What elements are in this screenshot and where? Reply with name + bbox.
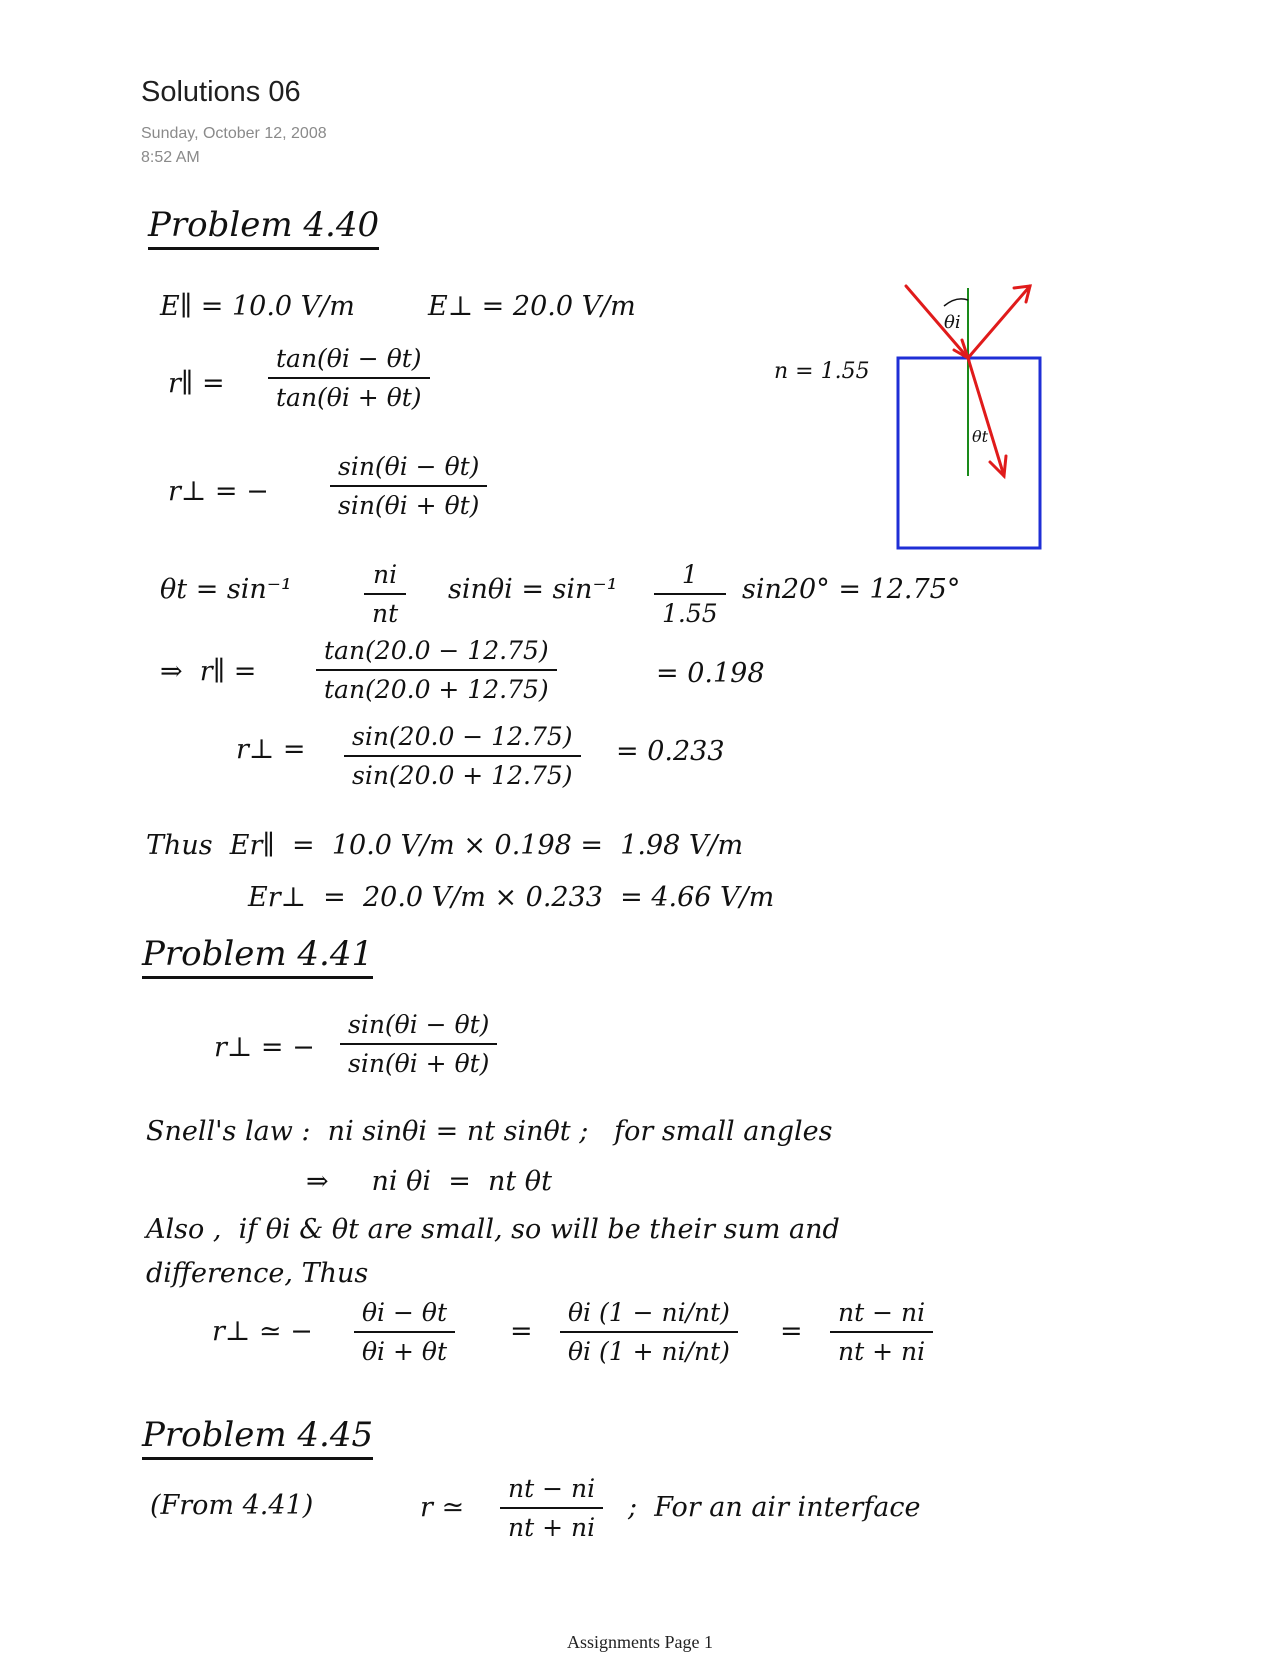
r-perp-denominator: sin(θi + θt) [330,485,487,520]
problem-440-heading: Problem 4.40 [148,208,379,250]
incident-angle-arc [944,299,968,306]
calc-par-result: = 0.198 [656,658,765,689]
r-par-lhs: r∥ = [168,368,225,399]
calc-perp-result: = 0.233 [616,736,725,767]
snell-law-line: Snell's law : ni sinθi = nt sinθt ; for small angles [146,1116,833,1147]
refraction-diagram [774,270,1060,560]
theta-t-index-ratio [654,560,726,628]
e-parallel-given: E∥ = 10.0 V/m [160,291,355,322]
approx-num-3: nt − ni [838,1298,926,1327]
page-footer: Assignments Page 1 [567,1632,713,1652]
theta-t-index-den: 1.55 [654,593,726,628]
air-interface-note: ; For an air interface [628,1492,921,1523]
r-par-denominator: tan(θi + θt) [268,377,430,412]
approx-fraction-3 [830,1298,933,1366]
calc-perp-lhs: r⊥ = [236,734,306,765]
approx-eq-2: = [780,1316,803,1347]
calc-par-numerator: tan(20.0 − 12.75) [324,636,549,665]
r-perp-441-denominator: sin(θi + θt) [340,1043,497,1078]
approx-lhs: r⊥ ≃ − [212,1316,313,1347]
also-line-1: Also , if θi & θt are small, so will be their sum and [146,1214,840,1245]
problem-445-heading: Problem 4.45 [142,1418,373,1460]
calc-perp-fraction [344,722,581,790]
page-title: Solutions 06 [141,76,301,108]
r-perp-441-fraction [340,1010,497,1078]
theta-t-ratio-num: ni [373,560,398,589]
r-approx-fraction [500,1474,603,1542]
r-perp-numerator: sin(θi − θt) [338,452,480,481]
calc-par-lhs: ⇒ r∥ = [160,656,257,687]
page-date: Sunday, October 12, 2008 [141,125,327,142]
r-perp-441-numerator: sin(θi − θt) [348,1010,490,1039]
approx-fraction-2 [560,1298,738,1366]
thus-e-perp: Er⊥ = 20.0 V/m × 0.233 = 4.66 V/m [248,882,775,913]
refractive-index-label: n = 1.55 [774,359,870,384]
r-approx-numerator: nt − ni [508,1474,596,1503]
also-line-2: difference, Thus [146,1258,369,1289]
page-time: 8:52 AM [141,149,200,166]
theta-t-mid: sinθi = sin⁻¹ [448,574,618,605]
theta-t-ratio-den: nt [364,593,406,628]
theta-t-label: θt [972,427,989,446]
reflected-ray [968,286,1030,358]
thus-e-par: Thus Er∥ = 10.0 V/m × 0.198 = 1.98 V/m [146,830,744,861]
small-angle-line: ⇒ ni θi = nt θt [306,1166,552,1197]
theta-t-result: sin20° = 12.75° [742,574,961,605]
r-par-numerator: tan(θi − θt) [276,344,422,373]
calc-perp-denominator: sin(20.0 + 12.75) [344,755,581,790]
r-perp-lhs: r⊥ = − [168,476,269,507]
theta-t-lhs: θt = sin⁻¹ [160,574,292,605]
r-perp-fraction [330,452,487,520]
transmitted-ray [968,358,1004,476]
problem-441-heading: Problem 4.41 [142,937,373,979]
calc-par-denominator: tan(20.0 + 12.75) [316,669,557,704]
approx-eq-1: = [510,1316,533,1347]
theta-t-index-num: 1 [681,560,698,589]
r-approx-lhs: r ≃ [420,1492,465,1523]
approx-num-2: θi (1 − ni/nt) [568,1298,730,1327]
r-par-fraction [268,344,430,412]
from-441-note: (From 4.41) [150,1490,314,1521]
theta-t-ratio [364,560,406,628]
approx-num-1: θi − θt [362,1298,447,1327]
approx-fraction-1 [354,1298,455,1366]
theta-i-label: θi [944,312,961,333]
approx-den-3: nt + ni [830,1331,933,1366]
approx-den-2: θi (1 + ni/nt) [560,1331,738,1366]
e-perp-given: E⊥ = 20.0 V/m [428,291,636,322]
approx-den-1: θi + θt [354,1331,455,1366]
calc-perp-numerator: sin(20.0 − 12.75) [352,722,573,751]
calc-par-fraction [316,636,557,704]
r-approx-denominator: nt + ni [500,1507,603,1542]
r-perp-441-lhs: r⊥ = − [214,1032,315,1063]
